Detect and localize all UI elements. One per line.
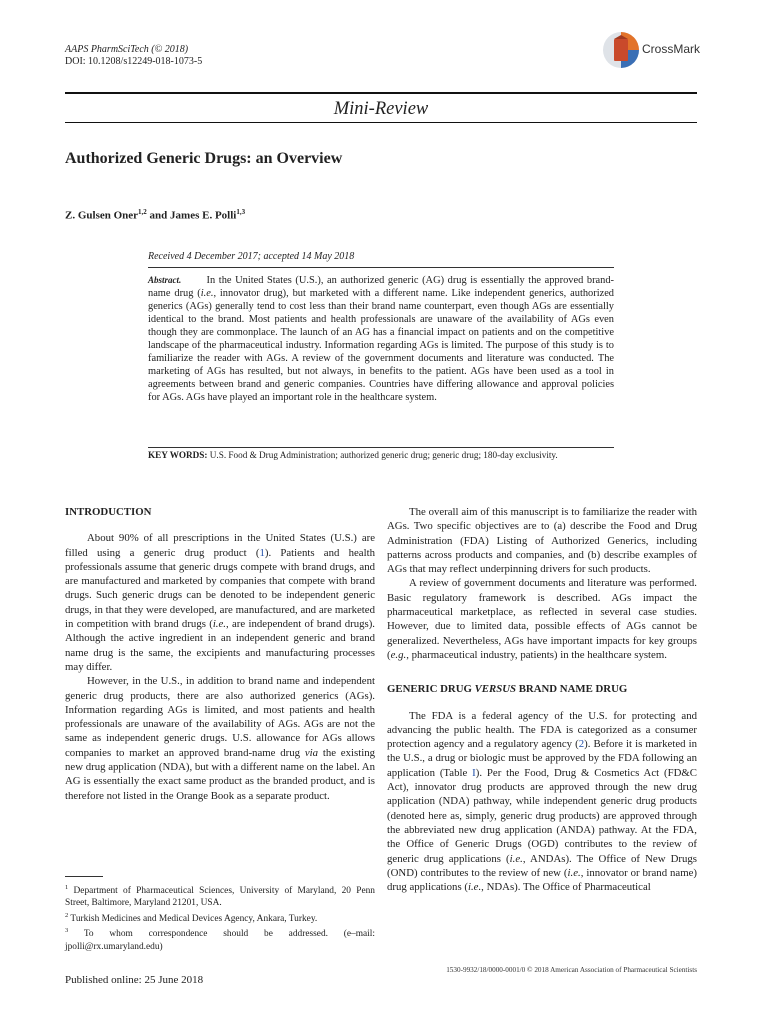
footnote: $^2$ Turkish Medicines and Medical Devices Agency, Ankara, Turkey. bbox=[65, 911, 318, 924]
table-link[interactable]: I bbox=[472, 766, 476, 779]
abstract-rule-top bbox=[148, 267, 614, 268]
citation-link[interactable]: 1 bbox=[259, 546, 265, 559]
right-column bbox=[387, 505, 697, 894]
abstract-rule-bottom bbox=[148, 447, 614, 448]
author-name: Z. Gulsen Oner bbox=[65, 209, 139, 222]
paragraph: However, in the U.S., in addition to brand name and independent generic drug products, there are also authorized generics (AGs). Information regarding AGs is limited, and most patients and health professionals are unaware of the availability of AGs. AGs are not the same as independent generic drugs. U.S. allowance for AGs allows companies to market an approved brand-name drug via the existing new drug application (NDA), but with a different name on the label. An AG is essentially the exact same product as the branded product, and is therefore not listed in the Orange Book as a separate product. bbox=[65, 675, 375, 802]
keywords bbox=[148, 450, 614, 462]
copyright: 1530-9932/18/0000-0001/0 © 2018 American Association of Pharmaceutical Scientists bbox=[446, 966, 697, 974]
published-date: Published online: 25 June 2018 bbox=[65, 974, 204, 986]
article-type: Mini-Review bbox=[333, 99, 429, 119]
affiliation-marker: 1,2 bbox=[138, 208, 147, 216]
section-heading: INTRODUCTION bbox=[65, 506, 152, 518]
journal-name: AAPS PharmSciTech (© 2018) bbox=[65, 44, 189, 55]
author-name: James E. Polli bbox=[170, 209, 237, 222]
paragraph: The FDA is a federal agency of the U.S. for protecting and advancing the public health. The FDA is categorized as a consumer protection agency and a regulatory agency (2). Before it is marketed in the U.S., a drug or biologic must be approved by the FDA following an application (Table I). Per the Food, Drug & Cosmetics Act (FD&C Act), innovator drug products are approved through the new drug application (NDA) pathway, while independent generic drug products (denoted here as, simply, generic drug products) are approved through the abbreviated new drug application (ANDA) pathway. At the FDA, the Office of Generic Drugs (OGD) contributes to the review of generic drug applications (i.e., ANDAs). The Office of New Drugs (OND) contributes to the review of new (i.e., innovator or brand name) drug applications (i.e., NDAs). The Office of Pharmaceutical bbox=[387, 709, 697, 894]
paragraph: A review of government documents and literature was performed. Basic regulatory framework is described. AGs impact the pharmaceutical marketplace, as reflected in several case studies. However, due to limited data, possible effects of AGs cannot be generalized. Nevertheless, AGs have important impacts for key groups (e.g., pharmaceutical industry, patients) in the healthcare system. bbox=[387, 577, 697, 661]
abstract-text: In the United States (U.S.), an authorized generic (AG) drug is essentially the approved brand-name drug ( bbox=[148, 275, 614, 299]
paragraph: The overall aim of this manuscript is to familiarize the reader with AGs. Two specific objectives are to (a) describe the Food and Drug Administration (FDA) Listing of Authorized Generics, including patterns across products and companies, and (b) describe examples of AGs that may reflect underpinning drivers for such products. bbox=[387, 506, 697, 576]
received-dates: Received 4 December 2017; accepted 14 May 2018 bbox=[148, 251, 355, 262]
abstract-label: Abstract. bbox=[148, 275, 182, 285]
abstract-text: , innovator drug), but marketed with a different name. Like independent generics, authorized generics (AGs) generally tend to cost less than their brand name counterpart, even though AGs are essentially identical to the brand. Most patients and health professionals are unaware of the availability of AGs even though they are commonplace. The launch of an AG has a financial impact on patients and on the competitive landscape of the pharmaceutical industry. Information regarding AGs is limited. The purpose of this study is to familiarize the reader with AGs. A review of the government documents and literature was conducted. The marketing of AGs has resulted, but not always, in benefits to the patient. AGs have been used as a tool in agreements between brand and generic companies. Countries have differing allowance and approval policies for AGs. AGs have played an important role in the healthcare system. bbox=[148, 288, 615, 403]
crossmark-badge[interactable] bbox=[602, 31, 702, 69]
crossmark-label: CrossMark bbox=[642, 42, 701, 56]
author-conjunction: and bbox=[146, 209, 171, 222]
footnote: $^3$ To whom correspondence should be addressed. (e–mail: jpolli@rx.umaryland.edu) bbox=[65, 927, 375, 952]
footnote: $^1$ Department of Pharmaceutical Sciences, University of Maryland, 20 Penn Street, Baltimore, Maryland 21201, USA. bbox=[65, 884, 375, 909]
header-rule-top bbox=[65, 92, 697, 94]
author-list bbox=[65, 205, 245, 223]
left-column bbox=[65, 505, 375, 803]
crossmark-icon bbox=[602, 31, 640, 69]
keywords-text: U.S. Food & Drug Administration; authorized generic drug; generic drug; 180-day exclusivity. bbox=[209, 450, 558, 460]
footnotes bbox=[65, 882, 375, 953]
section-heading: GENERIC DRUG VERSUS BRAND NAME DRUG bbox=[387, 683, 628, 696]
abstract bbox=[148, 274, 614, 404]
paragraph: About 90% of all prescriptions in the United States (U.S.) are filled using a generic drug product (1). Patients and health professionals assume that generic drugs compete with brand drugs, and are manufactured and marketed by companies that compete with brand drugs. Such generic drugs can be denoted to be independent generic drugs, in that they were developed, are manufactured, and are marketed in competition with brand drugs (i.e., are independent of brand drugs). Although the active ingredient in an independent generic and brand name drug is the same, the excipients and manufacturing processes may differ. bbox=[65, 532, 375, 673]
article-title: Authorized Generic Drugs: an Overview bbox=[65, 150, 343, 167]
header-rule-bottom bbox=[65, 122, 697, 123]
affiliation-marker: 1,3 bbox=[236, 208, 246, 216]
abstract-text: i.e. bbox=[200, 288, 214, 299]
footnote-rule bbox=[65, 876, 103, 877]
citation-link[interactable]: 2 bbox=[578, 738, 585, 751]
keywords-label: KEY WORDS: bbox=[148, 450, 208, 460]
doi[interactable]: DOI: 10.1208/s12249-018-1073-5 bbox=[65, 56, 203, 67]
